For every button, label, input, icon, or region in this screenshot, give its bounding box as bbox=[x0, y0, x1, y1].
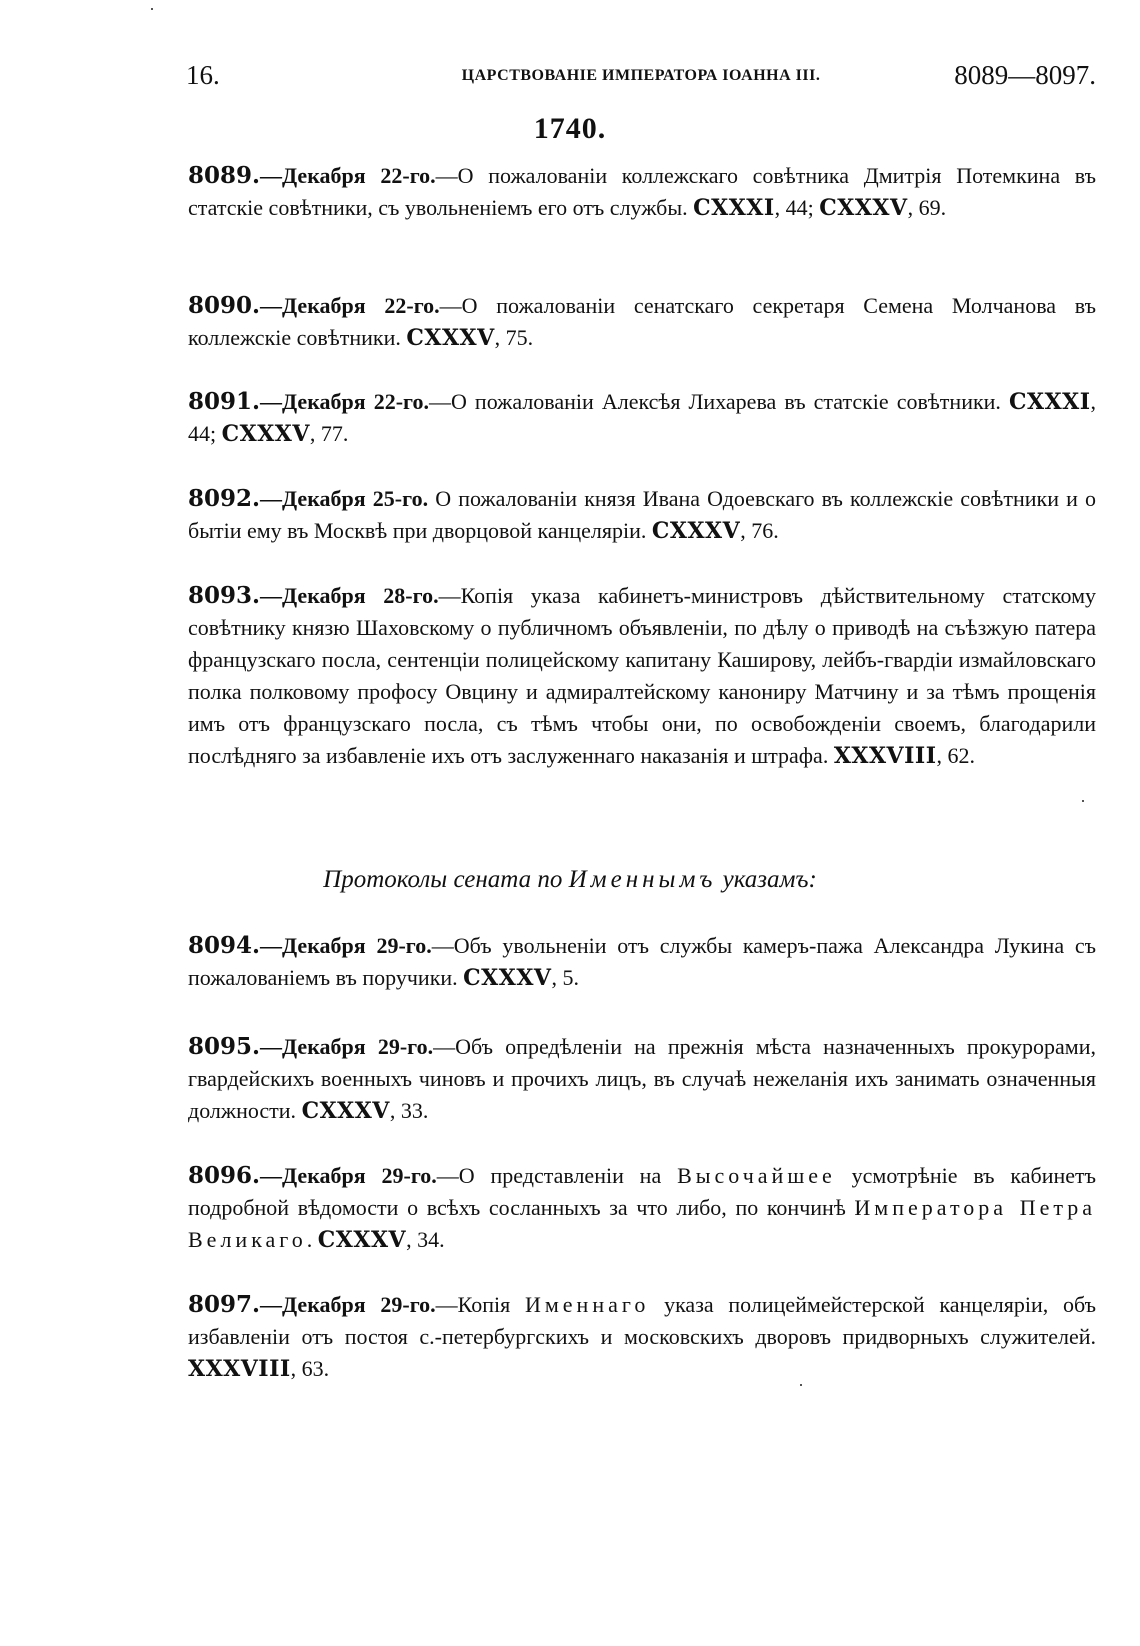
entry-number: 8089. bbox=[188, 162, 261, 189]
entry-text: —Копія указа кабинетъ-министровъ дѣйствительному статскому совѣтнику князю Шаховскому о публичномъ объявленіи, по дѣлу о приводѣ на съѣзжую патера французскаго посла, сентенціи полицейскому капитану Каширову, лейбъ-гвардіи измайловскаго полка полковому профосу Овцину и адмиралтейскому канониру Матчину и за тѣмъ прощенія имъ отъ французскаго посла, съ тѣмъ чтобы они, по освобожденіи своемъ, благодарили послѣдняго за избавленіе ихъ отъ заслуженнаго наказанія и штрафа. bbox=[188, 583, 1097, 768]
entry-reference: CXXXV bbox=[406, 325, 495, 351]
entry-date: —Декабря 22-го. bbox=[260, 389, 429, 414]
entry-page: , 34. bbox=[406, 1227, 445, 1252]
entry-text: —О пожалованіи сенатскаго секретаря Семена Молчанова въ коллежскіе совѣтники. bbox=[188, 293, 1096, 350]
entry-number: 8094. bbox=[188, 932, 261, 959]
entry-reference: CXXXV bbox=[651, 518, 741, 544]
entry-text: . bbox=[306, 1227, 318, 1252]
entry-text: —О представленіи на bbox=[436, 1163, 678, 1188]
entry-range: 8089—8097. bbox=[954, 60, 1096, 90]
page-number: 16. bbox=[186, 60, 220, 90]
entry-8095 bbox=[188, 1031, 1096, 1127]
entry-number: 8093. bbox=[188, 582, 261, 609]
entry-reference: CXXXI bbox=[1008, 389, 1091, 415]
entry-reference: XXXVIII bbox=[833, 743, 937, 769]
entry-text-spaced: Именнаго bbox=[524, 1292, 650, 1317]
section-heading-text: Протоколы сената по bbox=[323, 866, 569, 893]
scan-speck bbox=[1082, 800, 1084, 802]
entry-ref-separator: , 44; bbox=[188, 389, 1096, 446]
scan-speck bbox=[800, 1384, 802, 1386]
entry-8091 bbox=[188, 386, 1096, 450]
entry-8097 bbox=[188, 1289, 1096, 1385]
entry-date: —Декабря 22-го. bbox=[260, 293, 440, 318]
entry-text: —О пожалованіи коллежскаго совѣтника Дмитрія Потемкина въ статскіе совѣтники, съ увольненіемъ его отъ службы. bbox=[188, 163, 1096, 220]
entry-page: , 63. bbox=[290, 1356, 330, 1381]
entry-reference: CXXXV bbox=[463, 965, 552, 991]
entry-reference: CXXXV bbox=[301, 1098, 390, 1124]
entry-text: —Объ опредѣленіи на прежнія мѣста назначенныхъ прокурорами, гвардейскихъ военныхъ чиновъ и прочихъ лицъ, въ случаѣ нежеланія ихъ занимать означенныя должности. bbox=[188, 1034, 1096, 1123]
section-heading-spaced: Именнымъ bbox=[568, 866, 717, 893]
entry-8089 bbox=[188, 160, 1096, 224]
page-header bbox=[186, 60, 1096, 96]
entry-page: , 77. bbox=[309, 421, 349, 446]
running-title: ЦАРСТВОВАНІЕ ИМПЕРАТОРА ІОАННА III. bbox=[461, 67, 821, 84]
entry-8094 bbox=[188, 930, 1096, 994]
entry-ref-separator: , 44; bbox=[774, 195, 820, 220]
entry-date: —Декабря 25-го. bbox=[260, 486, 429, 511]
entry-reference: CXXXV bbox=[819, 195, 908, 221]
entry-text-spaced: Императора Петра Великаго bbox=[188, 1195, 1096, 1252]
entry-date: —Декабря 28-го. bbox=[260, 583, 439, 608]
entry-date: —Декабря 29-го. bbox=[260, 1034, 434, 1059]
entry-number: 8097. bbox=[188, 1291, 261, 1318]
entry-page: , 69. bbox=[907, 195, 947, 220]
entry-reference: XXXVIII bbox=[188, 1356, 291, 1382]
section-heading-text: указамъ: bbox=[716, 866, 817, 893]
entry-page: , 75. bbox=[494, 325, 534, 350]
entry-8096 bbox=[188, 1160, 1096, 1256]
entry-text: усмотрѣніе въ кабинетъ подробной вѣдомости о всѣхъ сосланныхъ за что либо, по кончинѣ bbox=[188, 1163, 1096, 1220]
entry-8092 bbox=[188, 483, 1096, 547]
entry-page: , 62. bbox=[936, 743, 975, 768]
entry-number: 8090. bbox=[188, 292, 261, 319]
entry-8090 bbox=[188, 290, 1096, 354]
entry-page: , 5. bbox=[551, 965, 579, 990]
entry-date: —Декабря 29-го. bbox=[260, 1292, 436, 1317]
entry-page: , 76. bbox=[740, 518, 779, 543]
entry-text: указа полицеймейстерской канцеляріи, объ избавленіи отъ постоя с.-петербургскихъ и московскихъ дворовъ придворныхъ служителей. bbox=[188, 1292, 1096, 1349]
entry-date: —Декабря 29-го. bbox=[260, 933, 432, 958]
entry-date: —Декабря 29-го. bbox=[260, 1163, 437, 1188]
entry-number: 8091. bbox=[188, 388, 261, 415]
entry-text: —О пожалованіи Алексѣя Лихарева въ статскіе совѣтники. bbox=[429, 389, 1009, 414]
entry-reference: CXXXV bbox=[221, 421, 310, 447]
section-heading bbox=[0, 866, 1140, 894]
entry-text: —Копія bbox=[435, 1292, 525, 1317]
entry-number: 8092. bbox=[188, 485, 261, 512]
entry-8093 bbox=[188, 580, 1096, 772]
entry-text: О пожалованіи князя Ивана Одоевскаго въ коллежскіе совѣтники и о бытіи ему въ Москвѣ при дворцовой канцеляріи. bbox=[188, 486, 1096, 543]
entry-date: —Декабря 22-го. bbox=[260, 163, 436, 188]
entry-number: 8095. bbox=[188, 1033, 261, 1060]
year-heading: 1740. bbox=[533, 112, 607, 145]
entry-text-spaced: Высочайшее bbox=[677, 1163, 836, 1188]
entry-text: —Объ увольненіи отъ службы камеръ-пажа Александра Лукина съ пожалованіемъ въ поручики. bbox=[188, 933, 1096, 990]
entry-number: 8096. bbox=[188, 1162, 261, 1189]
entry-page: , 33. bbox=[389, 1098, 429, 1123]
scan-speck bbox=[151, 8, 153, 10]
entry-reference: CXXXV bbox=[317, 1227, 407, 1253]
entry-reference: CXXXI bbox=[693, 195, 775, 221]
